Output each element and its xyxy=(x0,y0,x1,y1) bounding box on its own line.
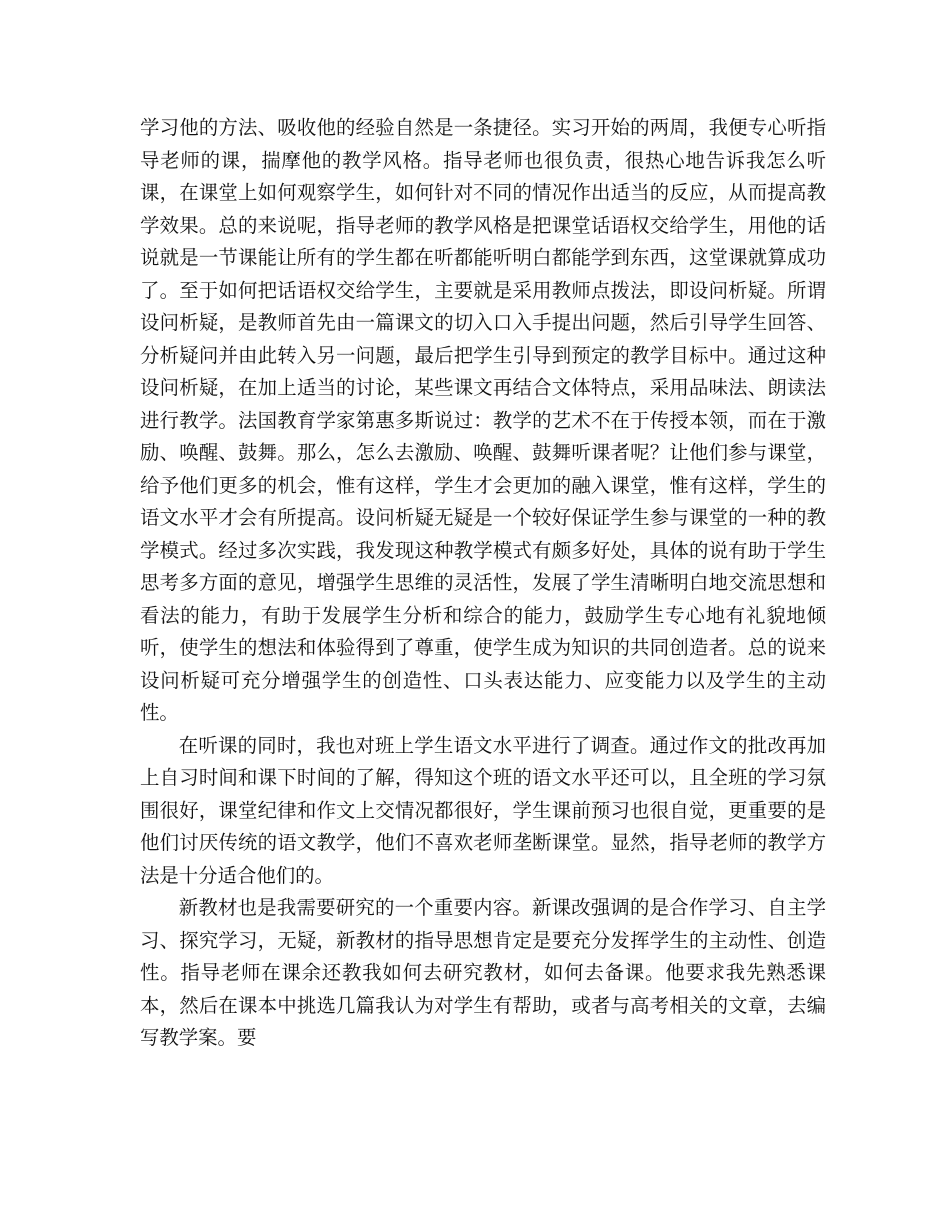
paragraph-3: 新教材也是我需要研究的一个重要内容。新课改强调的是合作学习、自主学习、探究学习，无疑，新教材的指导思想肯定是要充分发挥学生的主动性、创造性。指导老师在课余还教我如何去研究教材，如何去备课。他要求我先熟悉课本，然后在课本中挑选几篇我认为对学生有帮助，或者与高考相关的文章，去编写教学案。要 xyxy=(140,896,826,1049)
paragraph-2: 在听课的同时，我也对班上学生语文水平进行了调查。通过作文的批改再加上自习时间和课下时间的了解，得知这个班的语文水平还可以，且全班的学习氛围很好，课堂纪律和作文上交情况都很好，学生课前预习也很自觉，更重要的是他们讨厌传统的语文教学，他们不喜欢老师垄断课堂。显然，指导老师的教学方法是十分适合他们的。 xyxy=(140,733,826,887)
paragraph-1: 学习他的方法、吸收他的经验自然是一条捷径。实习开始的两周，我便专心听指导老师的课，揣摩他的教学风格。指导老师也很负责，很热心地告诉我怎么听课，在课堂上如何观察学生，如何针对不同的情况作出适当的反应，从而提高教学效果。总的来说呢，指导老师的教学风格是把课堂话语权交给学生，用他的话说就是一节课能让所有的学生都在听都能听明白都能学到东西，这堂课就算成功了。至于如何把话语权交给学生，主要就是采用教师点拨法，即设问析疑。所谓设问析疑，是教师首先由一篇课文的切入口入手提出问题，然后引导学生回答、分析疑问并由此转入另一问题，最后把学生引导到预定的教学目标中。通过这种设问析疑，在加上适当的讨论，某些课文再结合文体特点，采用品味法、朗读法进行教学。法国教育学家第惠多斯说过：教学的艺术不在于传授本领，而在于激励、唤醒、鼓舞。那么，怎么去激励、唤醒、鼓舞听课者呢？让他们参与课堂，给予他们更多的机会，惟有这样，学生才会更加的融入课堂，惟有这样，学生的语文水平才会有所提高。设问析疑无疑是一个较好保证学生参与课堂的一种的教学模式。经过多次实践，我发现这种教学模式有颇多好处，具体的说有助于学生思考多方面的意见，增强学生思维的灵活性，发展了学生清晰明白地交流思想和看法的能力，有助于发展学生分析和综合的能力，鼓励学生专心地有礼貌地倾听，使学生的想法和体验得到了尊重，使学生成为知识的共同创造者。总的说来设问析疑可充分增强学生的创造性、口头表达能力、应变能力以及学生的主动性。 xyxy=(140,116,826,724)
document-body xyxy=(140,112,826,1055)
